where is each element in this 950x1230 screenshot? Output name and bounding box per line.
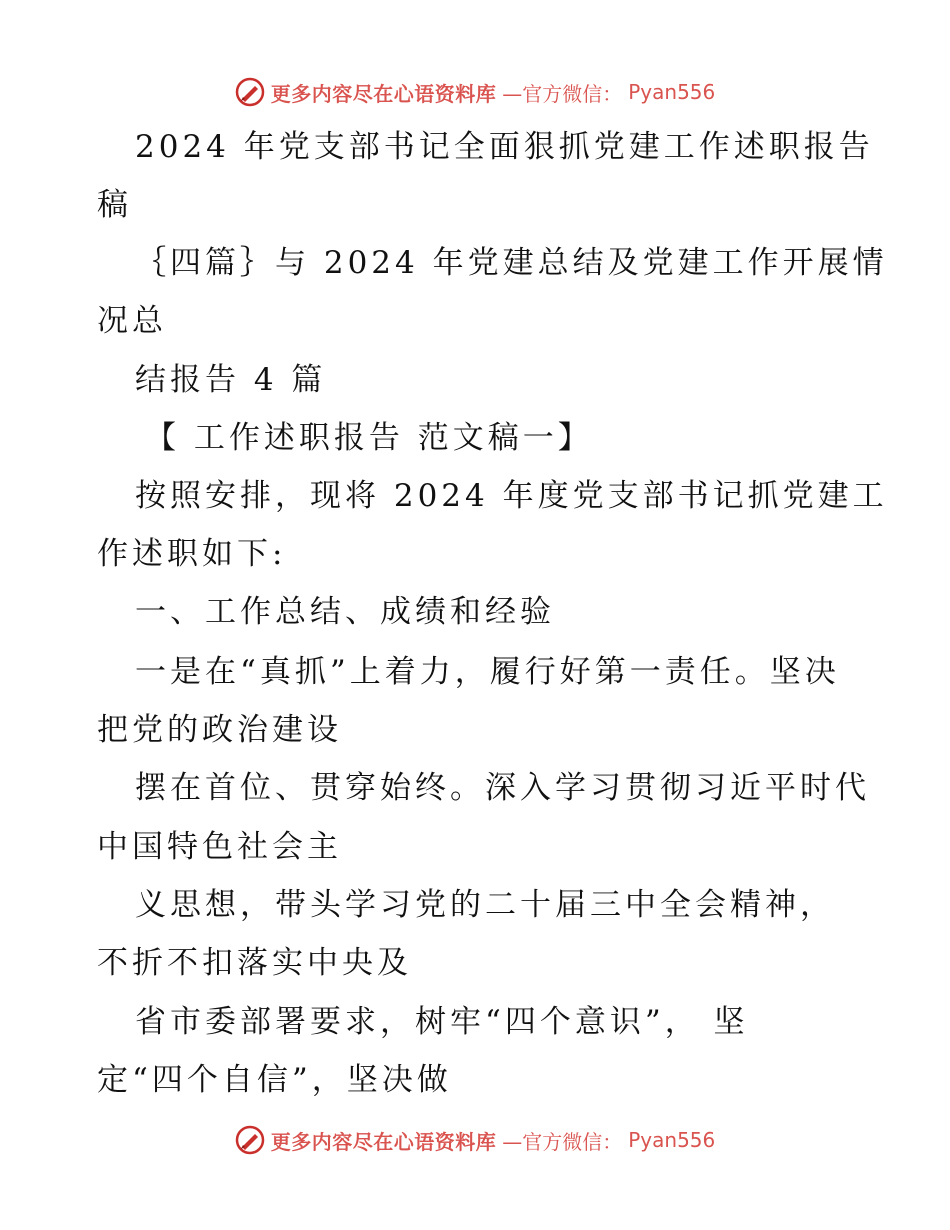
paragraph-line: 一是在“真抓”上着力，履行好第一责任。坚决 [135, 654, 840, 690]
paragraph-line: 把党的政治建设 [97, 712, 342, 748]
paragraph-line: 中国特色社会主 [97, 829, 342, 865]
paragraph-line: 义思想，带头学习党的二十届三中全会精神， [135, 887, 835, 923]
section-heading: 【 工作述职报告 范文稿一】 [145, 420, 593, 456]
paragraph-line: 不折不扣落实中央及 [97, 945, 412, 981]
title-line-1: 2024 年党支部书记全面狠抓党建工作述职报告 [135, 129, 874, 165]
paragraph-line: 省市委部署要求，树牢“四个意识”， 坚 [135, 1004, 749, 1040]
pen-logo-icon [235, 77, 265, 107]
watermark-handle: Pyan556 [628, 80, 716, 104]
title-line-3: ｛四篇｝与 2024 年党建总结及党建工作开展情 [135, 245, 888, 281]
paragraph-line: 作述职如下: [97, 536, 287, 572]
watermark-separator-text: —官方微信： [502, 1129, 623, 1154]
title-line-4: 况总 [97, 303, 167, 339]
footer-watermark-banner [0, 1120, 950, 1160]
title-line-2: 稿 [97, 187, 132, 223]
pen-logo-icon [235, 1125, 265, 1155]
watermark-separator-text: —官方微信： [502, 81, 623, 106]
paragraph-line: 定“四个自信”，坚决做 [97, 1062, 452, 1098]
header-watermark-banner [0, 72, 950, 112]
subheading-line: 一、工作总结、成绩和经验 [135, 594, 555, 630]
watermark-brand-text: 更多内容尽在心语资料库 [270, 81, 497, 106]
watermark-handle: Pyan556 [628, 1128, 716, 1152]
paragraph-line: 摆在首位、贯穿始终。深入学习贯彻习近平时代 [135, 770, 870, 806]
title-line-5: 结报告 4 篇 [135, 362, 327, 398]
paragraph-line: 按照安排，现将 2024 年度党支部书记抓党建工 [135, 478, 888, 514]
watermark-brand-text: 更多内容尽在心语资料库 [270, 1129, 497, 1154]
